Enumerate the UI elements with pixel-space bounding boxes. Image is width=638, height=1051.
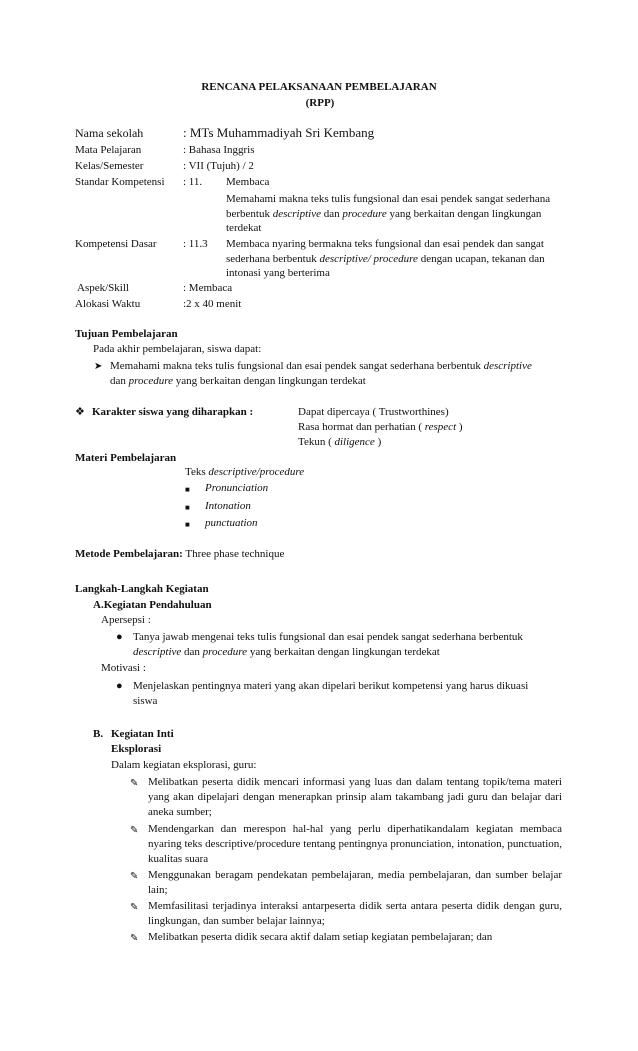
kd-line1: Membaca nyaring bermakna teks fungsional dan esai pendek dan sangat — [226, 238, 544, 250]
kd-line2: sederhana berbentuk descriptive/ procedure dengan ucapan, tekanan dan — [226, 253, 545, 265]
diamond-bullet-icon: ❖ — [75, 406, 85, 418]
eksplorasi-item: Melibatkan peserta didik mencari informasi yang luas dan dalam tentang topik/tema materi yang akan dipelajari dengan menerapkan prinsip alam takambang jadi guru dan belajar dari aneka sumber; — [148, 776, 562, 818]
karakter-value-3: Tekun ( diligence ) — [298, 436, 382, 448]
eksplorasi-intro: Dalam kegiatan eksplorasi, guru: — [111, 759, 257, 771]
mapel-label: Mata Pelajaran — [75, 144, 142, 156]
sk-label: Standar Kompetensi — [75, 176, 165, 188]
materi-heading: Materi Pembelajaran — [75, 452, 177, 464]
materi-item: punctuation — [205, 517, 258, 529]
karakter-label: Karakter siswa yang diharapkan : — [92, 406, 254, 418]
nama-sekolah-label: Nama sekolah — [75, 126, 144, 140]
arrow-bullet-icon: ➤ — [94, 361, 103, 372]
kd-number: : 11.3 — [183, 238, 208, 250]
alokasi-label: Alokasi Waktu — [75, 298, 141, 310]
document-title: RENCANA PELAKSANAAN PEMBELAJARAN — [201, 81, 437, 93]
kd-label: Kompetensi Dasar — [75, 238, 157, 250]
metode-line: Metode Pembelajaran: Three phase technique — [75, 548, 285, 560]
motivasi-item-line2: siswa — [133, 695, 158, 707]
motivasi-item-line1: Menjelaskan pentingnya materi yang akan dipelari berikut kompetensi yang harus dikuasi — [133, 680, 529, 692]
kegiatan-inti-heading: Kegiatan Inti — [111, 728, 174, 740]
aspek-value: : Membaca — [183, 282, 233, 294]
dot-bullet-icon: ● — [116, 680, 123, 692]
eksplorasi-heading: Eksplorasi — [111, 743, 162, 755]
sk-desc-line1: Memahami makna teks tulis fungsional dan esai pendek sangat sederhana — [226, 193, 551, 205]
tujuan-item-line1: Memahami makna teks tulis fungsional dan esai pendek sangat sederhana berbentuk descriptive — [110, 360, 532, 372]
pencil-bullet-icon: ✎ — [130, 933, 139, 944]
sk-title: Membaca — [226, 176, 270, 188]
alokasi-value: :2 x 40 menit — [183, 298, 242, 310]
materi-teks: Teks descriptive/procedure — [185, 466, 305, 478]
materi-item: Pronunciation — [205, 482, 269, 494]
aspek-label: Aspek/Skill — [77, 282, 129, 294]
sk-desc-line3: terdekat — [226, 222, 262, 234]
apersepsi-item-line2: descriptive dan procedure yang berkaitan dengan lingkungan terdekat — [133, 646, 440, 658]
tujuan-intro: Pada akhir pembelajaran, siswa dapat: — [93, 343, 262, 355]
karakter-value-2: Rasa hormat dan perhatian ( respect ) — [298, 421, 463, 433]
kd-line3: intonasi yang berterima — [226, 267, 330, 279]
kegiatan-inti-number: B. — [93, 728, 104, 740]
kegiatan-pendahuluan-heading: A.Kegiatan Pendahuluan — [93, 599, 212, 611]
pencil-bullet-icon: ✎ — [130, 871, 139, 882]
square-bullet-icon: ■ — [185, 485, 190, 494]
langkah-heading: Langkah-Langkah Kegiatan — [75, 583, 209, 595]
nama-sekolah-value: : MTs Muhammadiyah Sri Kembang — [183, 125, 375, 140]
tujuan-item-line2: dan procedure yang berkaitan dengan lingkungan terdekat — [110, 375, 366, 387]
materi-item: Intonation — [205, 500, 251, 512]
document-subtitle: (RPP) — [305, 97, 335, 109]
kelas-value: : VII (Tujuh) / 2 — [183, 160, 254, 172]
tujuan-heading: Tujuan Pembelajaran — [75, 328, 178, 340]
apersepsi-item-line1: Tanya jawab mengenai teks tulis fungsional dan esai pendek sangat sederhana berbentuk — [133, 631, 523, 643]
eksplorasi-item: Menggunakan beragam pendekatan pembelajaran, media pembelajaran, dan sumber belajar lain; — [148, 869, 562, 896]
square-bullet-icon: ■ — [185, 503, 190, 512]
sk-desc-line2: berbentuk descriptive dan procedure yang berkaitan dengan lingkungan — [226, 208, 542, 220]
kelas-label: Kelas/Semester — [75, 160, 144, 172]
eksplorasi-item: Mendengarkan dan merespon hal-hal yang perlu diperhatikandalam kegiatan membaca nyaring teks descriptive/procedure tentang pentingnya pronunciation, intonation, punctuation, kualitas suara — [148, 823, 562, 865]
karakter-value-1: Dapat dipercaya ( Trustworthines) — [298, 406, 449, 418]
eksplorasi-item: Memfasilitasi terjadinya interaksi antarpeserta didik serta antara peserta didik dengan guru, lingkungan, dan sumber belajar lainnya; — [148, 900, 562, 927]
dot-bullet-icon: ● — [116, 631, 123, 643]
mapel-value: : Bahasa Inggris — [183, 144, 255, 156]
pencil-bullet-icon: ✎ — [130, 902, 139, 913]
motivasi-label: Motivasi : — [101, 662, 146, 674]
square-bullet-icon: ■ — [185, 520, 190, 529]
sk-number: : 11. — [183, 176, 203, 188]
pencil-bullet-icon: ✎ — [130, 778, 139, 789]
eksplorasi-item: Melibatkan peserta didik secara aktif dalam setiap kegiatan pembelajaran; dan — [148, 931, 493, 943]
pencil-bullet-icon: ✎ — [130, 825, 139, 836]
apersepsi-label: Apersepsi : — [101, 614, 151, 626]
